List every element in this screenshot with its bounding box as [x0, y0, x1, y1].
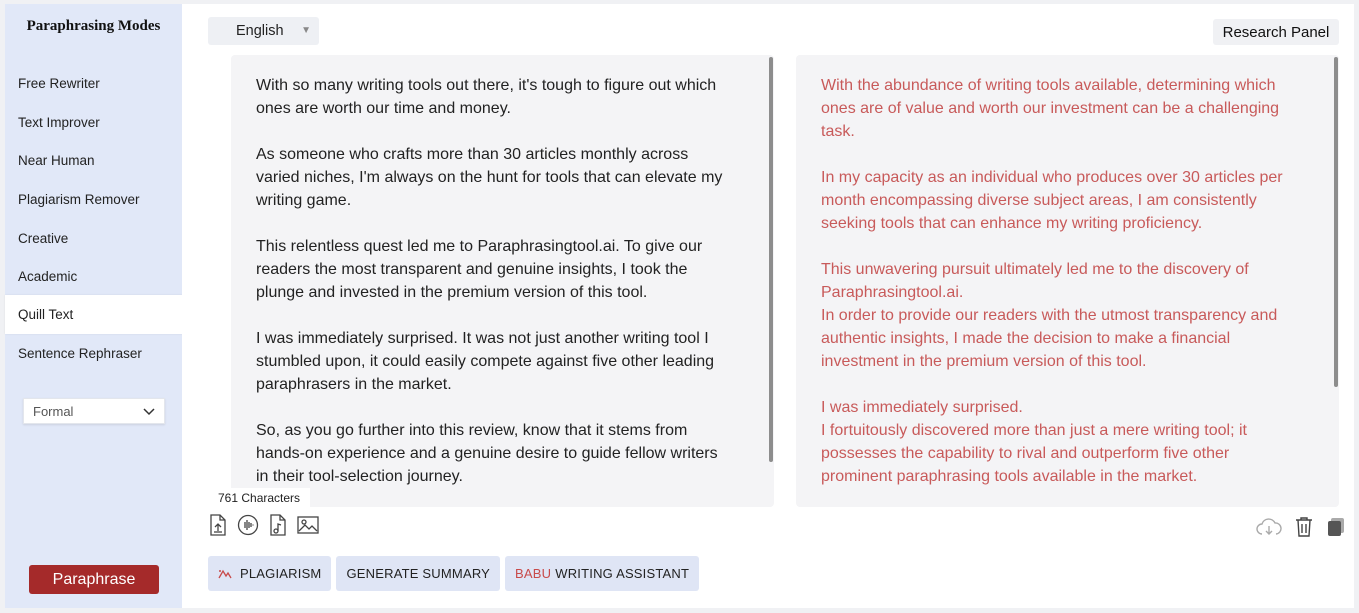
- chevron-down-icon: [143, 406, 155, 416]
- plagiarism-icon: [218, 569, 232, 579]
- input-paragraph: I was immediately surprised. It was not just another writing tool I stumbled upon, it could easily compete against five other leading paraphrasers in the market.: [256, 330, 715, 393]
- input-scrollbar[interactable]: [769, 57, 773, 462]
- audio-icon[interactable]: [237, 514, 259, 536]
- plagiarism-button[interactable]: [208, 556, 331, 591]
- language-select[interactable]: [208, 17, 319, 45]
- sidebar: [5, 4, 182, 608]
- output-pane: [796, 55, 1339, 507]
- input-pane[interactable]: [231, 55, 774, 507]
- output-paragraph: This unwavering pursuit ultimately led me to the discovery of Paraphrasingtool.ai.: [821, 261, 1249, 301]
- mode-sentence-rephraser[interactable]: Sentence Rephraser: [18, 346, 142, 361]
- music-file-icon[interactable]: [267, 514, 289, 536]
- mode-academic[interactable]: Academic: [18, 269, 78, 284]
- input-paragraph: As someone who crafts more than 30 articles monthly across varied niches, I'm always on the hunt for tools that can elevate my writing game.: [256, 146, 723, 209]
- mode-plagiarism-remover[interactable]: Plagiarism Remover: [18, 192, 140, 207]
- copy-icon[interactable]: [1325, 516, 1347, 538]
- language-value: English: [236, 23, 284, 39]
- babu-label: BABU: [515, 566, 552, 581]
- input-tools: [207, 514, 319, 536]
- tone-value: Formal: [33, 403, 74, 419]
- babu-writing-assistant-button[interactable]: [505, 556, 699, 591]
- trash-icon[interactable]: [1293, 516, 1315, 538]
- mode-creative[interactable]: Creative: [18, 231, 69, 246]
- character-count: 761 Characters: [208, 488, 310, 508]
- input-paragraph: This relentless quest led me to Paraphrasingtool.ai. To give our readers the most transparent and genuine insights, I took the plunge and invested in the premium version of this tool.: [256, 238, 703, 301]
- output-text: [821, 74, 1299, 507]
- mode-free-rewriter[interactable]: Free Rewriter: [18, 76, 100, 91]
- mode-near-human[interactable]: Near Human: [18, 153, 95, 168]
- caret-down-icon: ▼: [301, 25, 311, 36]
- output-scrollbar[interactable]: [1334, 57, 1338, 387]
- generate-summary-button[interactable]: GENERATE SUMMARY: [336, 556, 500, 591]
- mode-quill-text[interactable]: Quill Text: [5, 295, 183, 334]
- writing-assistant-label: WRITING ASSISTANT: [555, 566, 690, 581]
- input-text[interactable]: [256, 74, 734, 507]
- cloud-download-icon[interactable]: [1255, 516, 1283, 538]
- output-paragraph: I was immediately surprised.: [821, 399, 1023, 416]
- output-tools: [1255, 516, 1347, 538]
- paraphrase-button[interactable]: Paraphrase: [29, 565, 159, 594]
- output-paragraph: I fortuitously discovered more than just a mere writing tool; it possesses the capability to rival and outperform five other prominent paraphrasing tools available in the market.: [821, 422, 1247, 485]
- output-paragraph: In my capacity as an individual who produces over 30 articles per month encompassing diverse subject areas, I am consistently seeking tools that can enhance my writing proficiency.: [821, 169, 1283, 232]
- input-paragraph: With so many writing tools out there, it's tough to figure out which ones are worth our time and money.: [256, 77, 717, 117]
- sidebar-title: Paraphrasing Modes: [26, 18, 161, 34]
- output-paragraph: In order to provide our readers with the utmost transparency and authentic insights, I made the decision to make a financial investment in the premium version of this tool.: [821, 307, 1278, 370]
- main-panel: [182, 4, 1354, 608]
- action-buttons: [208, 556, 699, 591]
- tone-select[interactable]: [23, 398, 165, 424]
- mode-text-improver[interactable]: Text Improver: [18, 115, 100, 130]
- output-paragraph: With the abundance of writing tools available, determining which ones are of value and worth our investment can be a challenging task.: [821, 77, 1280, 140]
- plagiarism-label: PLAGIARISM: [240, 566, 322, 581]
- upload-file-icon[interactable]: [207, 514, 229, 536]
- image-icon[interactable]: [297, 514, 319, 536]
- input-paragraph: So, as you go further into this review, know that it stems from hands-on experience and a genuine desire to guide fellow writers in their tool-selection journey.: [256, 422, 718, 485]
- research-panel-button[interactable]: Research Panel: [1213, 19, 1339, 45]
